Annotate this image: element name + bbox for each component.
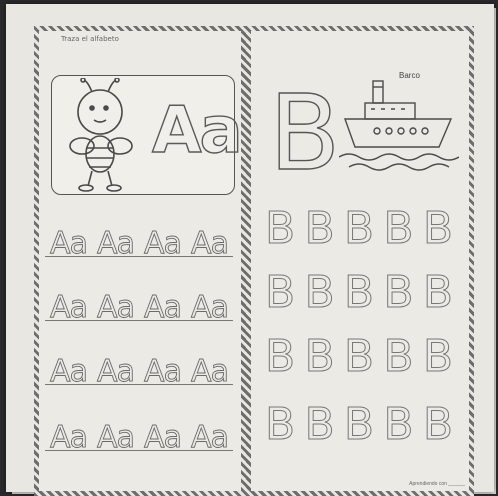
trace-letter: Aa	[191, 226, 228, 261]
trace-row	[45, 285, 233, 323]
trace-letter: B	[304, 399, 335, 450]
hero-box	[51, 75, 241, 195]
bee-icon	[62, 78, 142, 194]
trace-letter: Aa	[144, 290, 181, 325]
boat-icon	[339, 75, 459, 175]
trace-row	[45, 221, 233, 259]
trace-letter: Aa	[191, 354, 228, 389]
trace-letter: Aa	[144, 226, 181, 261]
worksheet-caption: Traza el alfabeto	[61, 35, 119, 43]
trace-letter: B	[265, 203, 296, 254]
trace-row	[265, 399, 453, 450]
trace-letter: B	[422, 331, 453, 382]
trace-letter: Aa	[144, 420, 181, 455]
worksheet	[6, 4, 494, 492]
trace-letter: Aa	[97, 226, 134, 261]
trace-letter: B	[383, 399, 414, 450]
trace-letter: Aa	[50, 226, 87, 261]
trace-letter: B	[343, 331, 375, 382]
hero-letters: Aa	[152, 94, 241, 168]
trace-letter: B	[304, 203, 335, 254]
trace-row	[265, 331, 453, 382]
trace-letter: Aa	[97, 290, 134, 325]
trace-letter: B	[383, 331, 414, 382]
trace-letter: Aa	[191, 420, 228, 455]
trace-row	[45, 415, 233, 453]
trace-letter: Aa	[97, 354, 134, 389]
trace-letter: B	[343, 203, 375, 254]
trace-letter: B	[265, 399, 296, 450]
hero-letter: B	[269, 72, 341, 194]
guide-line	[45, 320, 233, 321]
guide-line	[45, 450, 233, 451]
trace-letter: B	[304, 331, 335, 382]
trace-letter: B	[304, 267, 335, 318]
trace-letter: B	[265, 331, 296, 382]
trace-letter: B	[383, 203, 414, 254]
footer-text: Aprendiendo con ______	[409, 481, 465, 487]
letter-a-panel	[34, 26, 246, 496]
trace-letter: B	[343, 267, 375, 318]
trace-letter: Aa	[50, 420, 87, 455]
trace-letter: Aa	[50, 290, 87, 325]
trace-row	[265, 267, 453, 318]
guide-line	[45, 384, 233, 385]
trace-letter: B	[422, 203, 453, 254]
guide-line	[45, 256, 233, 257]
picture-label: Barco	[399, 71, 420, 80]
trace-letter: Aa	[144, 354, 181, 389]
trace-letter: B	[383, 267, 414, 318]
trace-letter: Aa	[50, 354, 87, 389]
trace-letter: B	[422, 399, 453, 450]
trace-letter: B	[265, 267, 296, 318]
trace-letter: Aa	[191, 290, 228, 325]
trace-row	[265, 203, 453, 254]
trace-letter: B	[343, 399, 375, 450]
trace-row	[45, 349, 233, 387]
letter-b-panel	[246, 26, 474, 496]
trace-letter: Aa	[97, 420, 134, 455]
trace-letter: B	[422, 267, 453, 318]
